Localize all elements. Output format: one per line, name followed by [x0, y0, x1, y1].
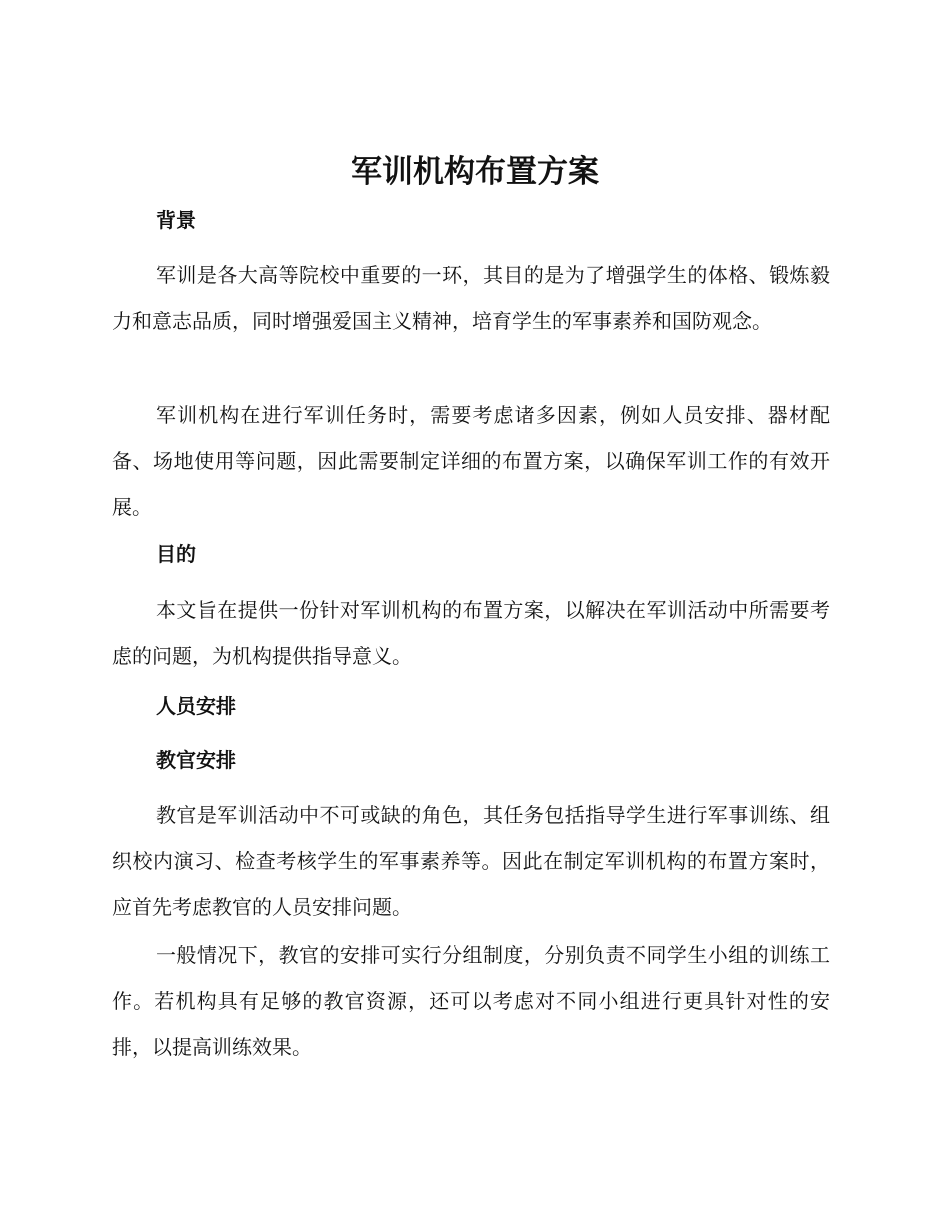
paragraph-background-2: 军训机构在进行军训任务时，需要考虑诸多因素，例如人员安排、器材配备、场地使用等问题，因此需要制定详细的布置方案，以确保军训工作的有效开展。: [112, 403, 830, 519]
section-heading-purpose: 目的: [156, 542, 196, 566]
paragraph-background-1: 军训是各大高等院校中重要的一环，其目的是为了增强学生的体格、锻炼毅力和意志品质，同时增强爱国主义精神，培育学生的军事素养和国防观念。: [112, 263, 830, 333]
section-heading-instructors: 教官安排: [156, 748, 236, 772]
paragraph-purpose-1: 本文旨在提供一份针对军训机构的布置方案，以解决在军训活动中所需要考虑的问题，为机构提供指导意义。: [112, 598, 830, 668]
paragraph-instructors-2: 一般情况下，教官的安排可实行分组制度，分别负责不同学生小组的训练工作。若机构具有足够的教官资源，还可以考虑对不同小组进行更具针对性的安排，以提高训练效果。: [112, 943, 830, 1059]
document-title: 军训机构布置方案: [351, 154, 599, 190]
section-heading-background: 背景: [156, 208, 196, 232]
paragraph-instructors-1: 教官是军训活动中不可或缺的角色，其任务包括指导学生进行军事训练、组织校内演习、检查考核学生的军事素养等。因此在制定军训机构的布置方案时，应首先考虑教官的人员安排问题。: [112, 803, 830, 919]
section-heading-personnel: 人员安排: [156, 694, 236, 718]
